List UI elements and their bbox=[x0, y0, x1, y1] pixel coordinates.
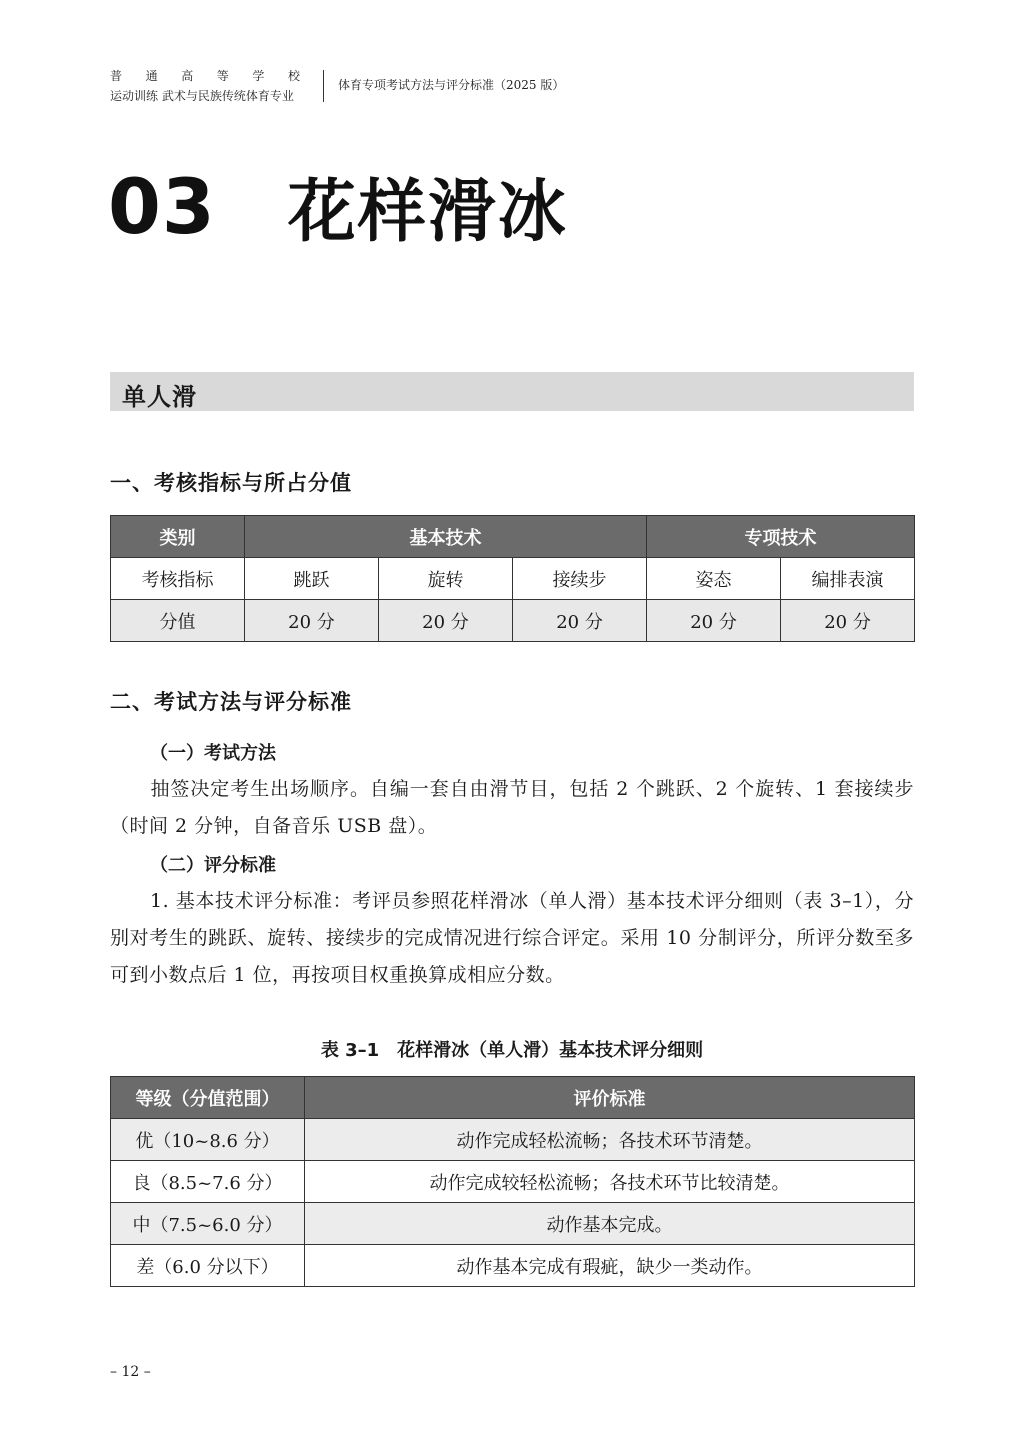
indicator-cell: 旋转 bbox=[379, 558, 513, 600]
header-school-char: 校 bbox=[287, 69, 300, 83]
criterion-cell: 动作基本完成有瑕疵，缺少一类动作。 bbox=[305, 1245, 915, 1287]
criterion-cell: 动作完成较轻松流畅；各技术环节比较清楚。 bbox=[305, 1161, 915, 1203]
header-major: 运动训练 武术与民族传统体育专业 bbox=[110, 89, 294, 103]
indicator-table-header-row bbox=[111, 516, 915, 558]
basic-technique-header: 基本技术 bbox=[245, 516, 647, 558]
criteria-text: 1. 基本技术评分标准：考评员参照花样滑冰（单人滑）基本技术评分细则（表 3–1），分别对考生的跳跃、旋转、接续步的完成情况进行综合评定。采用 10 分制评分，所评分数至多可到小数点后 1 位，再按项目权重换算成相应分数。 bbox=[110, 890, 914, 986]
grade-header: 等级（分值范围） bbox=[111, 1077, 305, 1119]
grading-table bbox=[110, 1076, 915, 1287]
header-doc-title: 体育专项考试方法与评分标准（2025 版） bbox=[338, 78, 565, 92]
header-school-char: 等 bbox=[216, 69, 229, 83]
part2-heading: 二、考试方法与评分标准 bbox=[110, 689, 352, 714]
table-row bbox=[111, 1203, 915, 1245]
score-cell: 20 分 bbox=[513, 600, 647, 642]
criterion-cell: 动作完成轻松流畅；各技术环节清楚。 bbox=[305, 1119, 915, 1161]
score-cell: 20 分 bbox=[781, 600, 915, 642]
score-cell: 20 分 bbox=[245, 600, 379, 642]
part1-heading: 一、考核指标与所占分值 bbox=[110, 470, 352, 495]
header-school-char: 通 bbox=[145, 69, 158, 83]
header-school-name bbox=[110, 66, 300, 86]
section-title: 单人滑 bbox=[122, 382, 197, 411]
indicator-row bbox=[111, 558, 915, 600]
grade-cell: 良（8.5~7.6 分） bbox=[111, 1161, 305, 1203]
indicator-cell: 姿态 bbox=[647, 558, 781, 600]
header-divider bbox=[323, 70, 324, 102]
special-technique-header: 专项技术 bbox=[647, 516, 915, 558]
grade-cell: 中（7.5~6.0 分） bbox=[111, 1203, 305, 1245]
chapter-number: 03 bbox=[108, 162, 216, 251]
table-row bbox=[111, 1245, 915, 1287]
page-number: – 12 – bbox=[110, 1364, 151, 1380]
criteria-paragraph bbox=[110, 883, 914, 994]
header-school-char: 普 bbox=[110, 69, 123, 83]
section-band bbox=[110, 372, 914, 411]
criterion-cell: 动作基本完成。 bbox=[305, 1203, 915, 1245]
indicator-table bbox=[110, 515, 915, 642]
method-text: 抽签决定考生出场顺序。自编一套自由滑节目，包括 2 个跳跃、2 个旋转、1 套接续步（时间 2 分钟，自备音乐 USB 盘）。 bbox=[110, 778, 914, 837]
grading-table-header-row bbox=[111, 1077, 915, 1119]
table-row bbox=[111, 1119, 915, 1161]
chapter-heading bbox=[108, 158, 568, 255]
table-caption: 表 3–1 花样滑冰（单人滑）基本技术评分细则 bbox=[320, 1040, 704, 1061]
indicator-row-label: 考核指标 bbox=[111, 558, 245, 600]
score-row bbox=[111, 600, 915, 642]
method-paragraph bbox=[110, 771, 914, 845]
chapter-title: 花样滑冰 bbox=[287, 173, 568, 252]
running-header-left bbox=[110, 66, 310, 106]
method-heading: （一）考试方法 bbox=[150, 743, 276, 764]
score-cell: 20 分 bbox=[647, 600, 781, 642]
indicator-cell: 接续步 bbox=[513, 558, 647, 600]
header-school-char: 高 bbox=[181, 69, 194, 83]
score-cell: 20 分 bbox=[379, 600, 513, 642]
table-row bbox=[111, 1161, 915, 1203]
score-row-label: 分值 bbox=[111, 600, 245, 642]
grade-cell: 差（6.0 分以下） bbox=[111, 1245, 305, 1287]
category-header: 类别 bbox=[111, 516, 245, 558]
indicator-cell: 编排表演 bbox=[781, 558, 915, 600]
criteria-heading: （二）评分标准 bbox=[150, 855, 276, 876]
grade-cell: 优（10~8.6 分） bbox=[111, 1119, 305, 1161]
criterion-header: 评价标准 bbox=[305, 1077, 915, 1119]
header-school-char: 学 bbox=[252, 69, 265, 83]
indicator-cell: 跳跃 bbox=[245, 558, 379, 600]
